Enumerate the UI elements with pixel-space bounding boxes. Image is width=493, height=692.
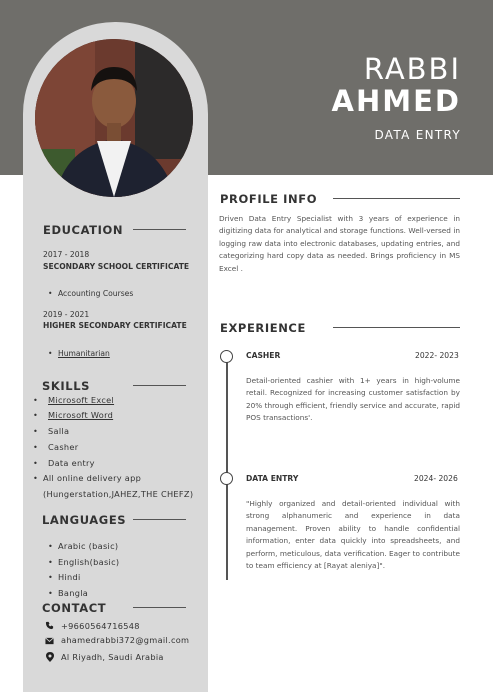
education-bullet-dot: • bbox=[48, 349, 53, 358]
bullet-dot: • bbox=[48, 588, 54, 598]
skills-heading-rule bbox=[133, 385, 186, 386]
profile-text: Driven Data Entry Specialist with 3 years of experience in digitizing data for analytical and storage functions. Well-versed in logging raw data into electronic databases, updating entries, and categorizing hard copy data as needed. Brings proficiency in MS Excel . bbox=[219, 214, 460, 273]
education-course-link[interactable]: Humanitarian bbox=[58, 349, 110, 358]
skill-item[interactable]: Microsoft Excel bbox=[48, 395, 115, 405]
experience-item-period: 2024- 2026 bbox=[414, 474, 458, 483]
education-bullet-dot: • bbox=[48, 289, 53, 298]
timeline-dot bbox=[220, 472, 233, 485]
bullet-dot: • bbox=[33, 426, 39, 436]
experience-item-title: CASHER bbox=[246, 351, 281, 360]
skill-item-detail: (Hungerstation,JAHEZ,THE CHEFZ) bbox=[43, 489, 194, 499]
language-item: Hindi bbox=[58, 572, 81, 582]
contact-email[interactable]: ahamedrabbi372@gmail.com bbox=[61, 635, 190, 645]
experience-item-title: DATA ENTRY bbox=[246, 474, 299, 483]
experience-heading-rule bbox=[333, 327, 460, 328]
language-item: Bangla bbox=[58, 588, 89, 598]
contact-heading: CONTACT bbox=[42, 601, 107, 615]
experience-item-description: Detail-oriented cashier with 1+ years in high-volume retail. Recognized for increasing customer satisfaction by 20% through efficient, friendly service and accurate, rapid POS transactions'. bbox=[246, 376, 460, 423]
skills-heading: SKILLS bbox=[42, 379, 91, 393]
skill-item[interactable] bbox=[48, 410, 113, 420]
contact-location: Al Riyadh, Saudi Arabia bbox=[61, 652, 164, 662]
bullet-dot: • bbox=[33, 395, 39, 405]
profile-heading-rule bbox=[333, 198, 460, 199]
portrait-image bbox=[35, 39, 193, 197]
profile-heading: PROFILE INFO bbox=[220, 192, 318, 206]
education-degree: SECONDARY SCHOOL CERTIFICATE bbox=[43, 262, 190, 271]
education-heading-rule bbox=[133, 229, 186, 230]
bullet-dot: • bbox=[33, 410, 39, 420]
job-title: DATA ENTRY bbox=[374, 128, 461, 142]
language-item: English(basic) bbox=[58, 557, 120, 567]
education-years: 2017 - 2018 bbox=[43, 250, 90, 259]
education-course: Accounting Courses bbox=[58, 289, 134, 298]
skill-item: Salla bbox=[48, 426, 70, 436]
skill-item: Data entry bbox=[48, 458, 95, 468]
bullet-dot: • bbox=[33, 442, 39, 452]
contact-phone[interactable]: +9660564716548 bbox=[61, 621, 140, 631]
experience-item-period: 2022- 2023 bbox=[415, 351, 459, 360]
phone-icon bbox=[45, 621, 54, 630]
languages-heading-rule bbox=[133, 519, 186, 520]
languages-heading: LANGUAGES bbox=[42, 513, 127, 527]
skill-item: Casher bbox=[48, 442, 79, 452]
education-years: 2019 - 2021 bbox=[43, 310, 90, 319]
experience-item-description: "Highly organized and detail-oriented individual with strong alphanumeric and experience in data management. Proven ability to handle confidential information, enter data quickly into spreadsheets, and perform, meticulous, data verification. Eager to contribute to team efficiency at [Rayat aleniya]". bbox=[246, 499, 460, 571]
location-pin-icon bbox=[46, 652, 54, 662]
first-name: RABBI bbox=[363, 52, 461, 86]
language-item: Arabic (basic) bbox=[58, 541, 119, 551]
profile-photo bbox=[35, 39, 193, 197]
skill-item-text: Microsoft Word bbox=[48, 410, 114, 420]
bullet-dot: • bbox=[48, 557, 54, 567]
bullet-dot: • bbox=[33, 458, 39, 468]
bullet-dot: • bbox=[33, 473, 39, 483]
education-heading: EDUCATION bbox=[43, 223, 124, 237]
contact-heading-rule bbox=[133, 607, 186, 608]
timeline-line bbox=[226, 357, 228, 580]
skill-item: All online delivery app bbox=[43, 473, 142, 483]
timeline-dot bbox=[220, 350, 233, 363]
last-name: AHMED bbox=[331, 84, 461, 118]
education-degree: HIGHER SECONDARY CERTIFICATE bbox=[43, 321, 187, 330]
experience-heading: EXPERIENCE bbox=[220, 321, 306, 335]
email-icon bbox=[45, 637, 54, 645]
bullet-dot: • bbox=[48, 572, 54, 582]
bullet-dot: • bbox=[48, 541, 54, 551]
